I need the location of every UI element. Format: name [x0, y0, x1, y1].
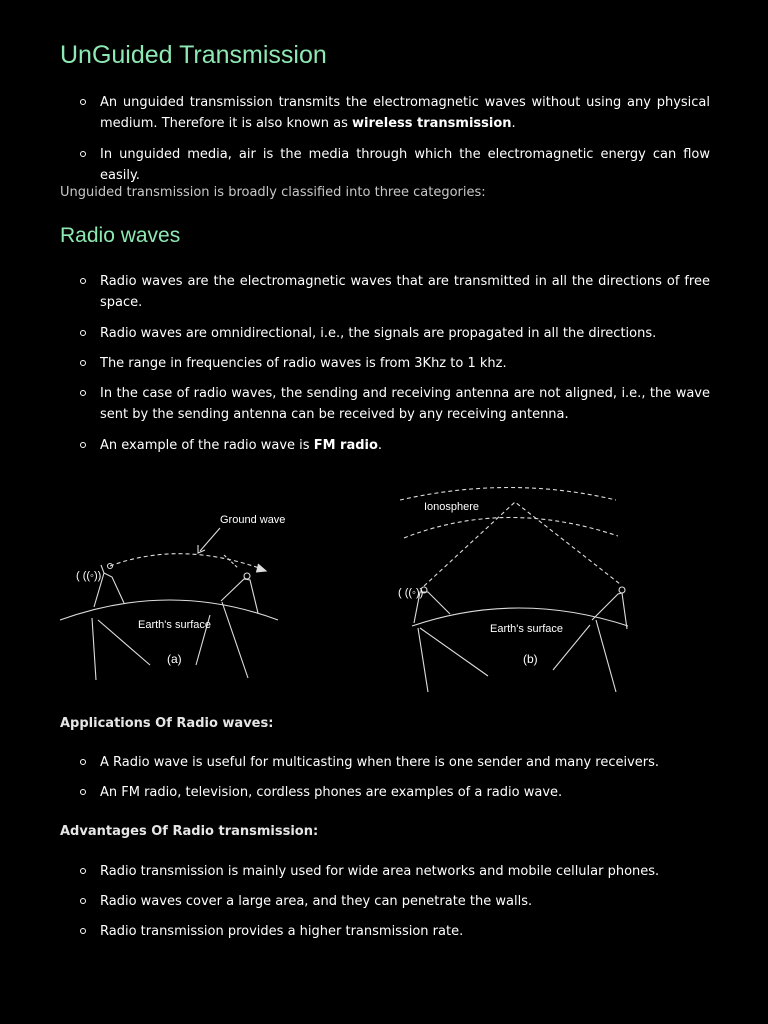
earth-surface-curve — [60, 600, 278, 620]
bullet-icon — [80, 390, 86, 396]
list-item-text-end: . — [511, 116, 516, 131]
receiver-tip — [244, 573, 250, 579]
bullet-icon — [80, 759, 86, 765]
earth-radial-line — [596, 620, 616, 692]
earth-surface-label-b: Earth's surface — [490, 623, 564, 635]
section-heading: Radio waves — [60, 224, 181, 247]
list-item-text-end: . — [377, 438, 383, 453]
list-item-text: The range in frequencies of radio waves is from 3Khz to 1 khz. — [100, 356, 507, 371]
list-item-text: A Radio wave is useful for multicasting when there is one sender and many receivers. — [100, 755, 660, 770]
list-item — [80, 353, 710, 374]
earth-radial-line — [92, 618, 96, 680]
list-item-text: In the case of radio waves, the sending and receiving antenna are not aligned, i.e., the wave sent by the sending antenna can be received by any receiving antenna. — [100, 386, 710, 422]
list-item-text: Radio transmission provides a higher transmission rate. — [100, 924, 464, 939]
label-pointer — [200, 528, 220, 551]
earth-radial-line — [222, 602, 248, 678]
list-item-text: An unguided transmission transmits the electromagnetic waves without using any physical medium. Therefore it is also known as — [100, 95, 710, 131]
bullet-icon — [80, 789, 86, 795]
bullet-icon — [80, 898, 86, 904]
applications-heading: Applications Of Radio waves: — [60, 716, 274, 731]
earth-radial-line — [418, 628, 428, 692]
ionosphere-label: Ionosphere — [424, 501, 480, 513]
bullet-icon — [80, 928, 86, 934]
list-item — [80, 271, 710, 313]
list-item-text: In unguided media, air is the media through which the electromagnetic energy can flow easily. — [100, 147, 710, 183]
bullet-icon — [80, 99, 86, 105]
list-item-text: An example of the radio wave is — [100, 438, 314, 453]
receiver-tip — [619, 587, 625, 593]
bold-term: FM radio — [313, 438, 378, 453]
list-item-text: Radio waves are omnidirectional, i.e., the signals are propagated in all the directions. — [100, 326, 657, 341]
list-item — [80, 752, 710, 773]
list-item — [80, 782, 710, 803]
list-item — [80, 92, 710, 134]
ground-wave-arc — [110, 554, 262, 569]
earth-radial-line — [420, 628, 488, 676]
list-item — [80, 383, 710, 425]
advantages-list — [80, 861, 710, 942]
ionosphere-inner — [404, 517, 618, 538]
list-item-text: Radio waves cover a large area, and they can penetrate the walls. — [100, 894, 533, 909]
bullet-icon — [80, 442, 86, 448]
list-item-text: An FM radio, television, cordless phones are examples of a radio wave. — [100, 785, 563, 800]
applications-list — [80, 752, 710, 803]
sky-wave-path — [424, 502, 620, 586]
list-item — [80, 323, 710, 344]
list-item — [80, 435, 710, 456]
advantages-heading: Advantages Of Radio transmission: — [60, 824, 319, 839]
bullet-icon — [80, 330, 86, 336]
ionosphere-outer — [400, 488, 616, 501]
list-item — [80, 144, 710, 186]
ground-wave-label: Ground wave — [220, 514, 286, 526]
signal-icon: ( ((◦)) — [76, 570, 102, 582]
bullet-icon — [80, 868, 86, 874]
list-item — [80, 921, 710, 942]
radio-wave-figure — [0, 480, 768, 695]
list-item-text: Radio waves are the electromagnetic waves that are transmitted in all the directions of free space. — [100, 274, 710, 310]
page-title: UnGuided Transmission — [60, 41, 327, 69]
list-item — [80, 891, 710, 912]
classification-text: Unguided transmission is broadly classified into three categories: — [60, 185, 486, 200]
bold-term: wireless transmission — [352, 116, 512, 131]
diagram-tag-b: (b) — [523, 652, 538, 666]
bullet-icon — [80, 151, 86, 157]
intro-bullet-list — [80, 92, 710, 186]
diagram-tag-a: (a) — [167, 652, 182, 666]
bullet-icon — [80, 360, 86, 366]
arrow-head — [256, 564, 266, 572]
list-item-text: Radio transmission is mainly used for wide area networks and mobile cellular phones. — [100, 864, 660, 879]
radio-bullet-list — [80, 271, 710, 456]
signal-icon: ( ((◦)) — [398, 587, 424, 599]
antenna-mast — [101, 565, 104, 573]
bullet-icon — [80, 278, 86, 284]
diagram-b — [400, 488, 628, 693]
list-item — [80, 861, 710, 882]
earth-surface-label-a: Earth's surface — [138, 619, 212, 631]
